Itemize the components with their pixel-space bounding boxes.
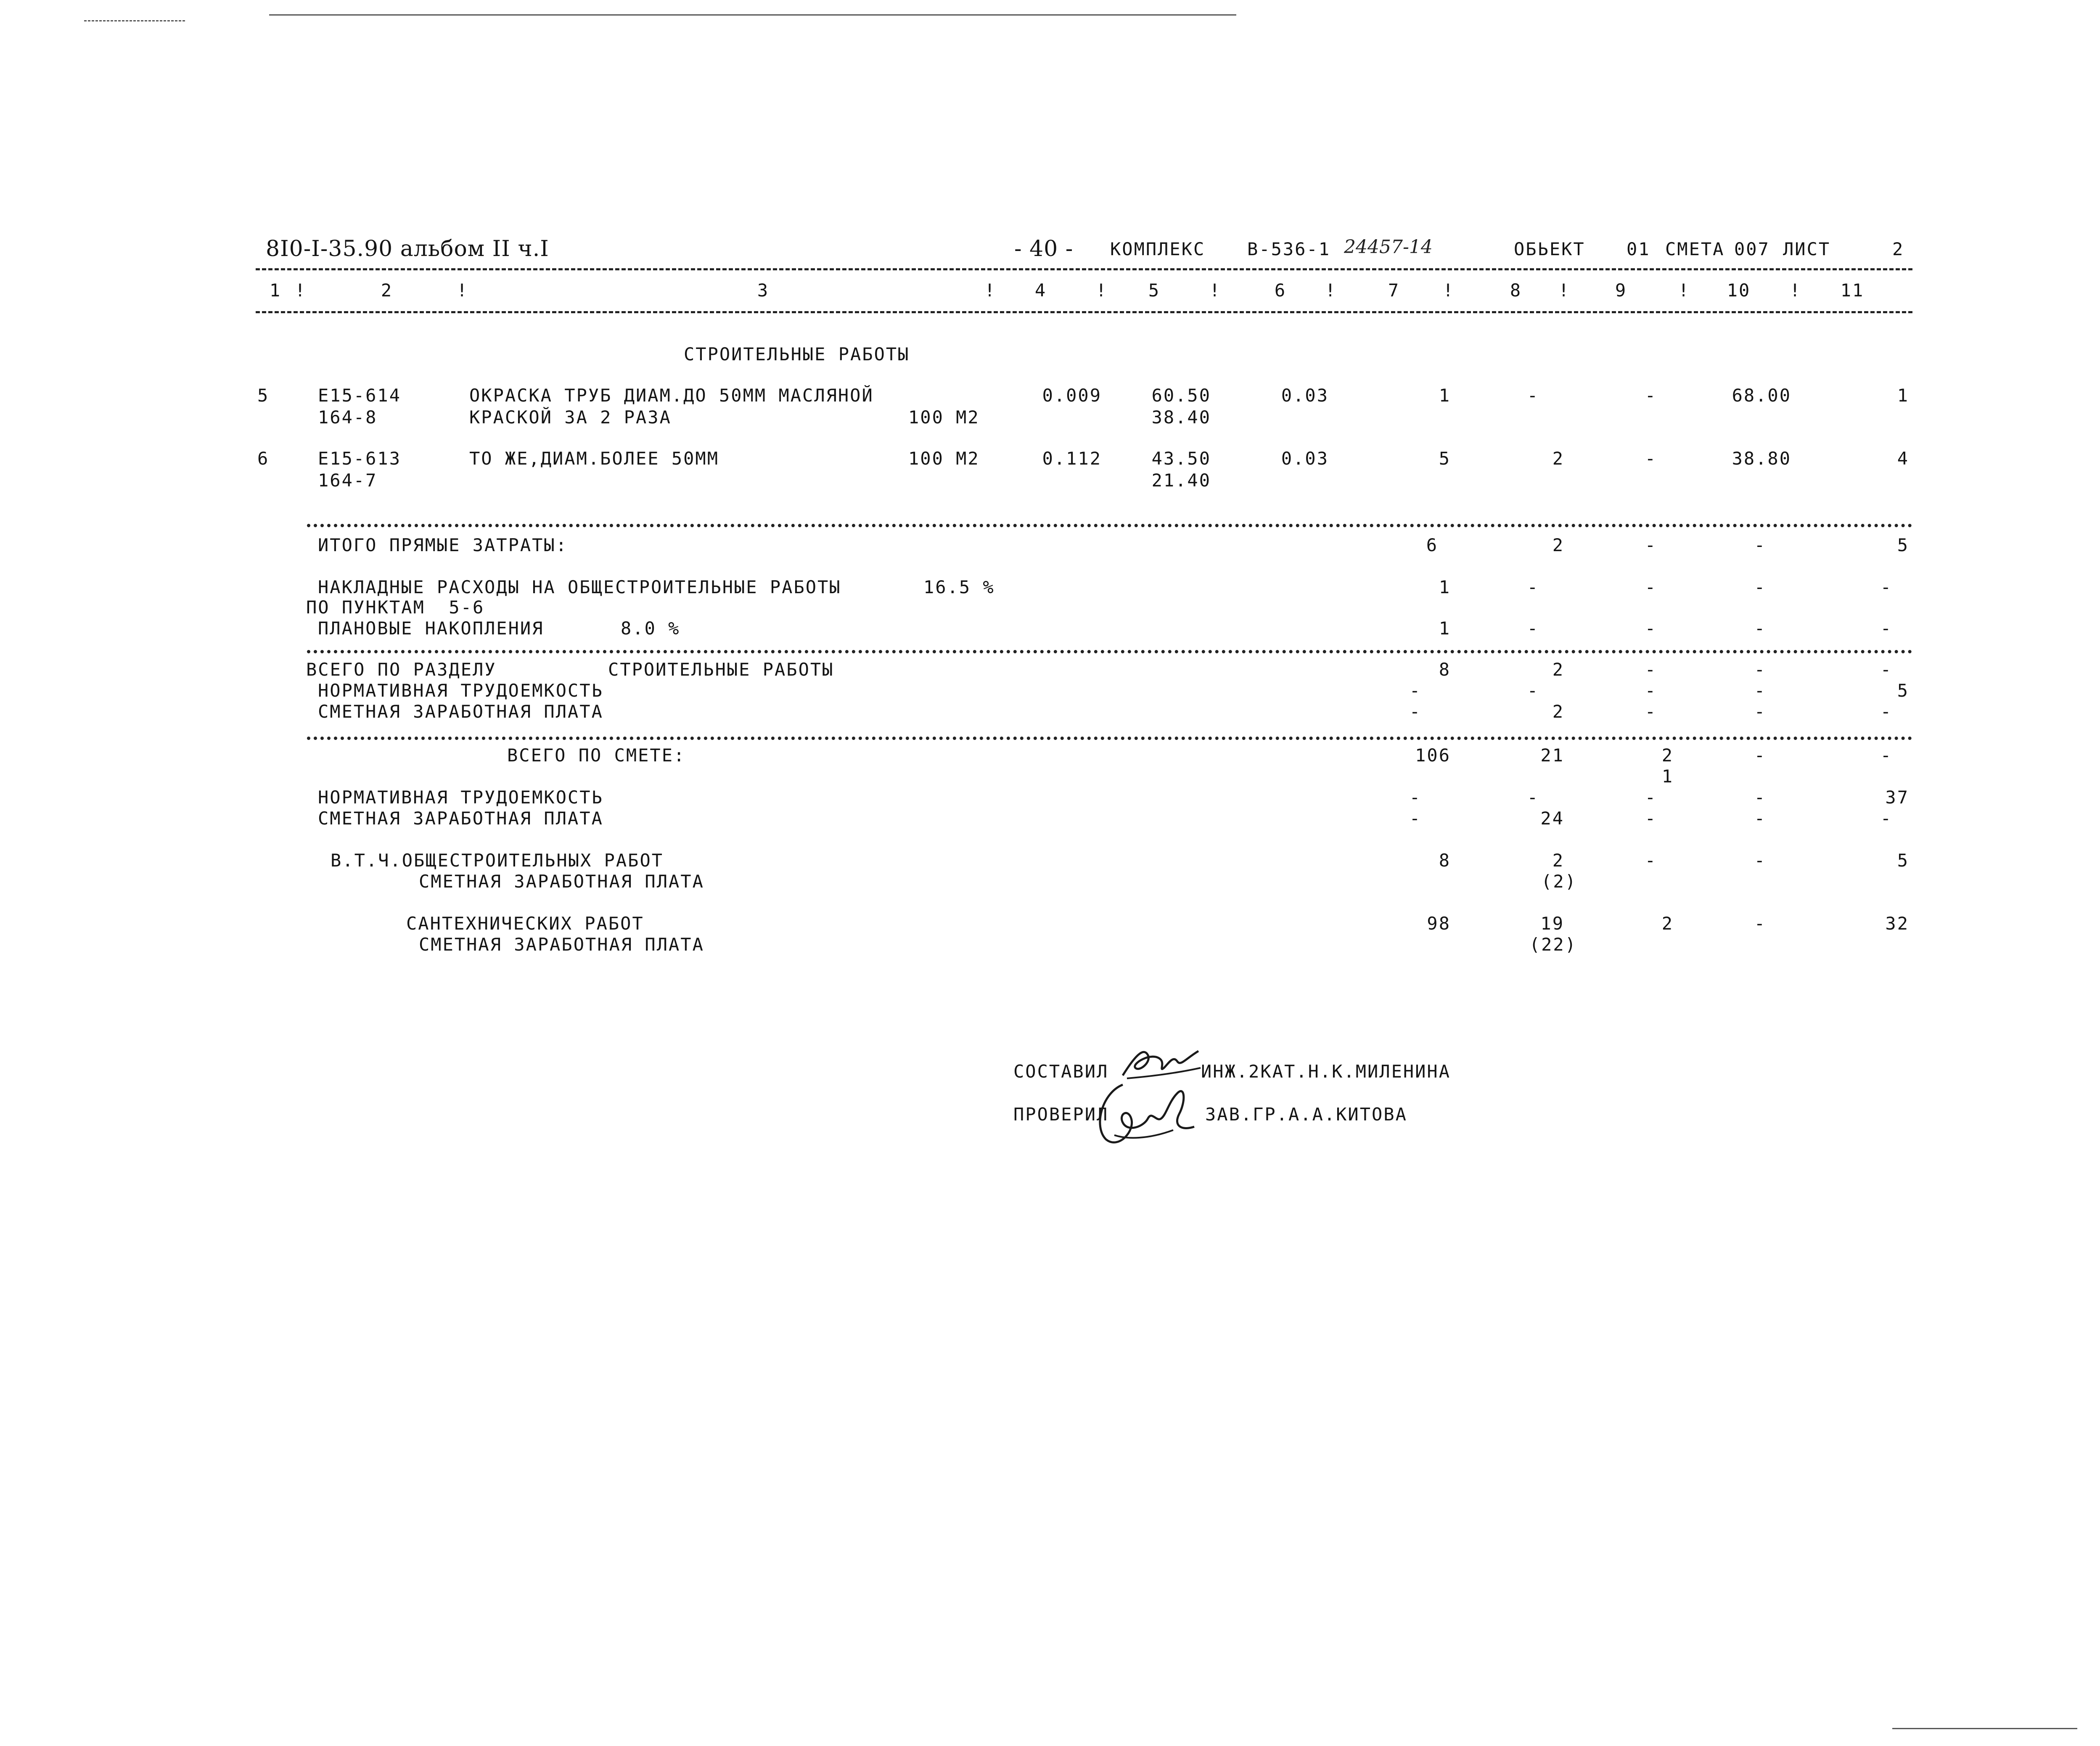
unit: 100 М2 xyxy=(908,448,980,469)
col4-value: 0.009 xyxy=(1042,385,1102,406)
col10-value: - xyxy=(1754,808,1766,829)
col9-value: - xyxy=(1645,618,1657,639)
col9-value: - xyxy=(1645,680,1657,701)
col7-value: 98 xyxy=(1427,913,1451,934)
checked-by: ЗАВ.ГР.А.А.КИТОВА xyxy=(1205,1104,1407,1125)
col11-value: - xyxy=(1880,659,1892,680)
object-label: ОБЬЕКТ xyxy=(1514,239,1585,259)
col8-value: - xyxy=(1527,385,1539,406)
col7-value: 5 xyxy=(1439,448,1451,469)
col11-value: 5 xyxy=(1897,535,1909,555)
labor-intensity-label: НОРМАТИВНАЯ ТРУДОЕМКОСТЬ xyxy=(318,680,603,701)
column-separator: ! xyxy=(1442,280,1455,301)
complex-value: В-536-1 xyxy=(1247,239,1331,259)
column-separator: ! xyxy=(1789,280,1802,301)
work-description: ОКРАСКА ТРУБ ДИАМ.ДО 50ММ МАСЛЯНОЙ xyxy=(469,385,874,406)
col10-value: - xyxy=(1754,913,1766,934)
col11-value: - xyxy=(1880,745,1892,766)
col7-value: 8 xyxy=(1439,850,1451,871)
col9-value: - xyxy=(1645,850,1657,871)
col8-value: 19 xyxy=(1540,913,1564,934)
col9-value: - xyxy=(1645,535,1657,555)
rate-code-secondary: 164-7 xyxy=(318,470,378,491)
column-number: 7 xyxy=(1388,280,1400,301)
dotted-separator xyxy=(307,524,1912,527)
rate-code-secondary: 164-8 xyxy=(318,407,378,428)
direct-costs-label: ИТОГО ПРЯМЫЕ ЗАТРАТЫ: xyxy=(318,535,568,555)
column-number: 2 xyxy=(381,280,393,301)
col8-value: - xyxy=(1527,618,1539,639)
estimated-wage-label: СМЕТНАЯ ЗАРАБОТНАЯ ПЛАТА xyxy=(419,871,704,892)
col11-value: 5 xyxy=(1897,850,1909,871)
column-number: 5 xyxy=(1148,280,1161,301)
planned-savings-label: ПЛАНОВЫЕ НАКОПЛЕНИЯ xyxy=(318,618,544,639)
column-separator: ! xyxy=(1095,280,1108,301)
col7-value: 6 xyxy=(1426,535,1438,555)
col6-value: 0.03 xyxy=(1281,385,1329,406)
col11-value: - xyxy=(1880,808,1892,829)
col7-value: 1 xyxy=(1439,618,1451,639)
scan-edge-line xyxy=(84,20,185,21)
overhead-label: НАКЛАДНЫЕ РАСХОДЫ НА ОБЩЕСТРОИТЕЛЬНЫЕ РАБОТЫ xyxy=(318,577,841,597)
col9-value: - xyxy=(1645,385,1657,406)
col9-value: - xyxy=(1645,701,1657,722)
work-description-cont: КРАСКОЙ ЗА 2 РАЗА xyxy=(469,407,672,428)
col10-value: - xyxy=(1754,787,1766,808)
col8-value: - xyxy=(1527,680,1539,701)
col8-value: 21 xyxy=(1540,745,1564,766)
column-number: 4 xyxy=(1034,280,1047,301)
col8-value: 2 xyxy=(1552,850,1564,871)
rate-code: Е15-614 xyxy=(318,385,402,406)
column-separator: ! xyxy=(456,280,469,301)
section-total-section-name: СТРОИТЕЛЬНЫЕ РАБОТЫ xyxy=(608,659,834,680)
complex-label: КОМПЛЕКС xyxy=(1110,239,1206,259)
work-description: ТО ЖЕ,ДИАМ.БОЛЕЕ 50ММ xyxy=(469,448,719,469)
column-separator: ! xyxy=(1325,280,1337,301)
compiled-by: ИНЖ.2КАТ.Н.К.МИЛЕНИНА xyxy=(1201,1061,1451,1082)
section-total-label: ВСЕГО ПО РАЗДЕЛУ xyxy=(306,659,497,680)
column-separator: ! xyxy=(1678,280,1690,301)
col10-value: - xyxy=(1754,850,1766,871)
col9-value: 2 xyxy=(1661,913,1674,934)
estimated-wage-label: СМЕТНАЯ ЗАРАБОТНАЯ ПЛАТА xyxy=(318,701,603,722)
col11-value: - xyxy=(1880,701,1892,722)
col10-value: - xyxy=(1754,745,1766,766)
col7-value: 106 xyxy=(1415,745,1451,766)
estimated-wage-label: СМЕТНАЯ ЗАРАБОТНАЯ ПЛАТА xyxy=(318,808,603,829)
col8-value: 2 xyxy=(1552,448,1564,469)
rate-code: Е15-613 xyxy=(318,448,402,469)
col10-value: - xyxy=(1754,701,1766,722)
col7-value: 1 xyxy=(1439,385,1451,406)
handwritten-number: 24457-14 xyxy=(1344,236,1433,258)
scan-edge-line xyxy=(269,14,1236,16)
dotted-separator xyxy=(307,650,1912,653)
incl-general-works-label: В.Т.Ч.ОБЩЕСТРОИТЕЛЬНЫХ РАБОТ xyxy=(331,850,664,871)
sheet-label: ЛИСТ xyxy=(1783,239,1831,259)
planned-savings-rate: 8.0 % xyxy=(621,618,680,639)
column-number: 1 xyxy=(269,280,282,301)
col10-value: - xyxy=(1754,680,1766,701)
col8-value: 2 xyxy=(1552,535,1564,555)
col7-value: - xyxy=(1409,808,1421,829)
column-separator: ! xyxy=(1209,280,1222,301)
col8-value: - xyxy=(1527,787,1539,808)
column-number: 9 xyxy=(1615,280,1627,301)
scan-edge-line xyxy=(1892,1728,2077,1729)
col10-value: - xyxy=(1754,618,1766,639)
col9-value: - xyxy=(1645,448,1657,469)
column-number: 11 xyxy=(1840,280,1865,301)
col7-value: - xyxy=(1409,680,1421,701)
section-title: СТРОИТЕЛЬНЫЕ РАБОТЫ xyxy=(684,344,910,365)
col10-value: 68.00 xyxy=(1732,385,1791,406)
column-separator: ! xyxy=(984,280,997,301)
object-value: 01 xyxy=(1627,239,1650,259)
col9-value: - xyxy=(1645,577,1657,597)
overhead-rate: 16.5 % xyxy=(923,577,995,597)
page-number: - 40 - xyxy=(1014,236,1074,262)
col11-value: - xyxy=(1880,618,1892,639)
col9-value: - xyxy=(1645,659,1657,680)
row-number: 5 xyxy=(257,385,270,406)
col11-value: 4 xyxy=(1897,448,1909,469)
unit: 100 М2 xyxy=(908,407,980,428)
col9-value: - xyxy=(1645,787,1657,808)
col10-value: - xyxy=(1754,577,1766,597)
col10-value: - xyxy=(1754,535,1766,555)
column-number: 8 xyxy=(1510,280,1522,301)
column-number: 3 xyxy=(757,280,770,301)
col8-value-secondary: (2) xyxy=(1541,871,1577,892)
col8-value: - xyxy=(1527,577,1539,597)
column-number: 10 xyxy=(1727,280,1751,301)
col11-value: - xyxy=(1880,577,1892,597)
column-header-rule xyxy=(256,311,1912,313)
overhead-items-label: ПО ПУНКТАМ 5-6 xyxy=(306,597,485,618)
col8-value: 24 xyxy=(1540,808,1564,829)
col8-value: 2 xyxy=(1552,701,1564,722)
col7-value: - xyxy=(1409,701,1421,722)
column-separator: ! xyxy=(294,280,307,301)
column-number: 6 xyxy=(1274,280,1287,301)
col7-value: - xyxy=(1409,787,1421,808)
col5-value-secondary: 38.40 xyxy=(1151,407,1211,428)
labor-intensity-label: НОРМАТИВНАЯ ТРУДОЕМКОСТЬ xyxy=(318,787,603,808)
estimate-label: СМЕТА xyxy=(1665,239,1725,259)
col8-value-secondary: (22) xyxy=(1529,934,1577,955)
sheet-value: 2 xyxy=(1892,239,1904,259)
header-rule xyxy=(256,268,1912,270)
estimate-value: 007 xyxy=(1734,239,1770,259)
col10-value: - xyxy=(1754,659,1766,680)
col6-value: 0.03 xyxy=(1281,448,1329,469)
col5-value: 43.50 xyxy=(1151,448,1211,469)
col5-value-secondary: 21.40 xyxy=(1151,470,1211,491)
col11-value: 5 xyxy=(1897,680,1909,701)
checker-signature xyxy=(1089,1076,1203,1152)
document-code: 8I0-I-35.90 альбом II ч.I xyxy=(266,236,549,262)
dotted-separator xyxy=(307,737,1912,740)
checked-label: ПРОВЕРИЛ xyxy=(1013,1104,1109,1125)
col10-value: 38.80 xyxy=(1732,448,1791,469)
col7-value: 1 xyxy=(1439,577,1451,597)
col11-value: 1 xyxy=(1897,385,1909,406)
col9-value-secondary: 1 xyxy=(1661,766,1674,787)
col5-value: 60.50 xyxy=(1151,385,1211,406)
compiled-label: СОСТАВИЛ xyxy=(1013,1061,1109,1082)
col11-value: 37 xyxy=(1885,787,1909,808)
incl-plumbing-works-label: САНТЕХНИЧЕСКИХ РАБОТ xyxy=(406,913,644,934)
col9-value: 2 xyxy=(1661,745,1674,766)
col8-value: 2 xyxy=(1552,659,1564,680)
col9-value: - xyxy=(1645,808,1657,829)
col11-value: 32 xyxy=(1885,913,1909,934)
column-separator: ! xyxy=(1558,280,1571,301)
col4-value: 0.112 xyxy=(1042,448,1102,469)
row-number: 6 xyxy=(257,448,270,469)
col7-value: 8 xyxy=(1439,659,1451,680)
estimated-wage-label: СМЕТНАЯ ЗАРАБОТНАЯ ПЛАТА xyxy=(419,934,704,955)
grand-total-label: ВСЕГО ПО СМЕТЕ: xyxy=(507,745,686,766)
